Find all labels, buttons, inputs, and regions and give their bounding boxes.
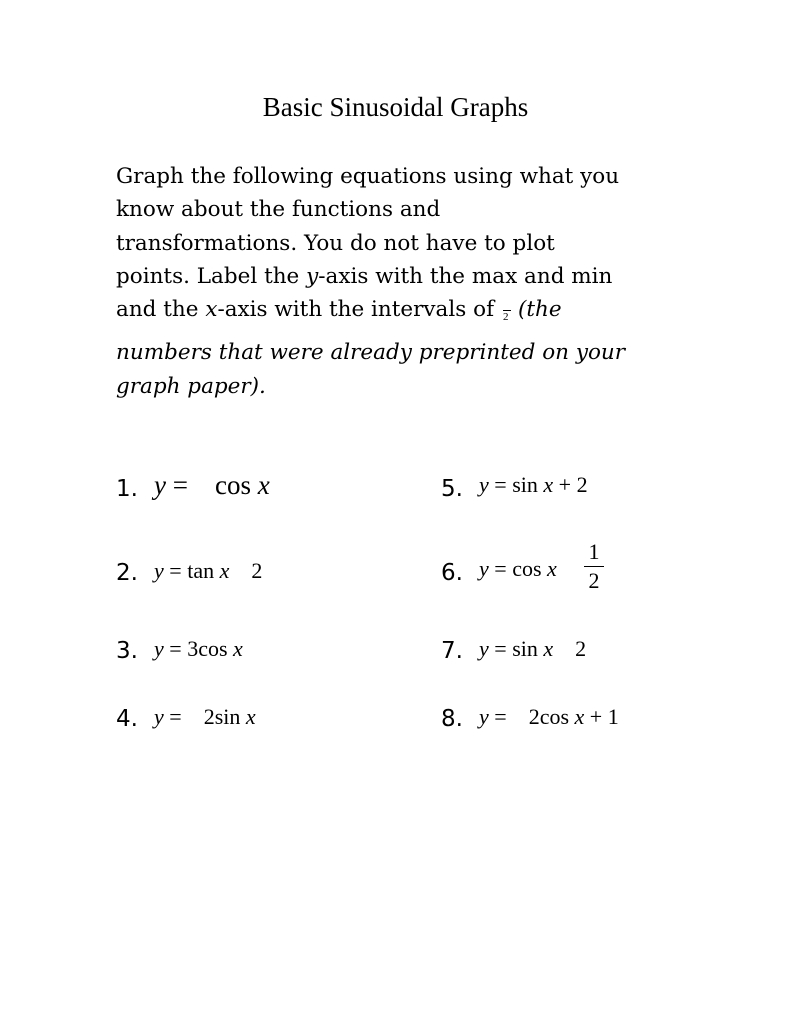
instructions-line: Graph the following equations using what you (116, 164, 620, 189)
problem-equation: y = sin x 2 (479, 636, 587, 661)
variable-x: x (547, 556, 557, 581)
fraction-numerator: 1 (588, 539, 600, 564)
problem-equation: y = 2cos x + 1 (479, 704, 619, 729)
variable-x: x (543, 636, 554, 661)
variable-y: y (479, 704, 489, 729)
variable-x: x (257, 470, 270, 500)
instructions-text: points. Label the (116, 263, 307, 289)
variable-y: y (154, 704, 164, 729)
problem-equation: y = tan x 2 (154, 558, 263, 583)
problem-number: 1. (116, 476, 138, 502)
problem-equation: y = 2sin x (154, 704, 256, 729)
variable-x: x (233, 636, 243, 661)
variable-y: y (479, 636, 489, 661)
variable-y: y (479, 472, 489, 497)
problem-number: 7. (441, 638, 463, 664)
instructions-line (116, 260, 696, 293)
variable-y: y (479, 556, 489, 581)
page-title: Basic Sinusoidal Graphs (262, 92, 529, 122)
instructions-text: -axis with the intervals of (217, 297, 495, 323)
variable-x: x (574, 704, 585, 729)
fraction-denominator: 2 (503, 311, 509, 324)
problem-number: 2. (116, 560, 138, 586)
problem-number: 3. (116, 638, 138, 664)
instructions-line: transformations. You do not have to plot (116, 230, 555, 256)
variable-x: x (245, 704, 256, 729)
instructions-italic-text: (the (518, 297, 562, 323)
variable-x: x (543, 472, 554, 497)
problem-equation: y = cos x (154, 470, 270, 500)
variable-y: y (154, 558, 164, 583)
fraction-one-half (584, 540, 604, 593)
problem-number: 4. (116, 706, 138, 732)
instructions-line: graph paper). (116, 373, 266, 399)
instructions-line (116, 293, 696, 326)
variable-x: x (219, 558, 230, 583)
fraction-denominator: 2 (588, 568, 600, 593)
problem-equation: y = cos x (479, 556, 557, 581)
variable-x: x (205, 297, 218, 323)
interval-fraction (500, 296, 514, 326)
problem-number: 6. (441, 560, 463, 586)
problem-number: 8. (441, 706, 463, 732)
instructions-paragraph (116, 160, 696, 403)
problem-number: 5. (441, 476, 463, 502)
variable-y: y (306, 263, 319, 289)
instructions-line: know about the functions and (116, 197, 441, 223)
instructions-text: and the (116, 297, 206, 323)
problem-equation: y = 3cos x (154, 636, 243, 661)
problem-equation: y = sin x + 2 (479, 472, 588, 497)
variable-y: y (154, 636, 164, 661)
instructions-line: numbers that were already preprinted on your (116, 340, 626, 366)
variable-y: y (154, 470, 166, 500)
instructions-text: -axis with the max and min (318, 263, 613, 289)
fraction-bar (584, 566, 604, 567)
